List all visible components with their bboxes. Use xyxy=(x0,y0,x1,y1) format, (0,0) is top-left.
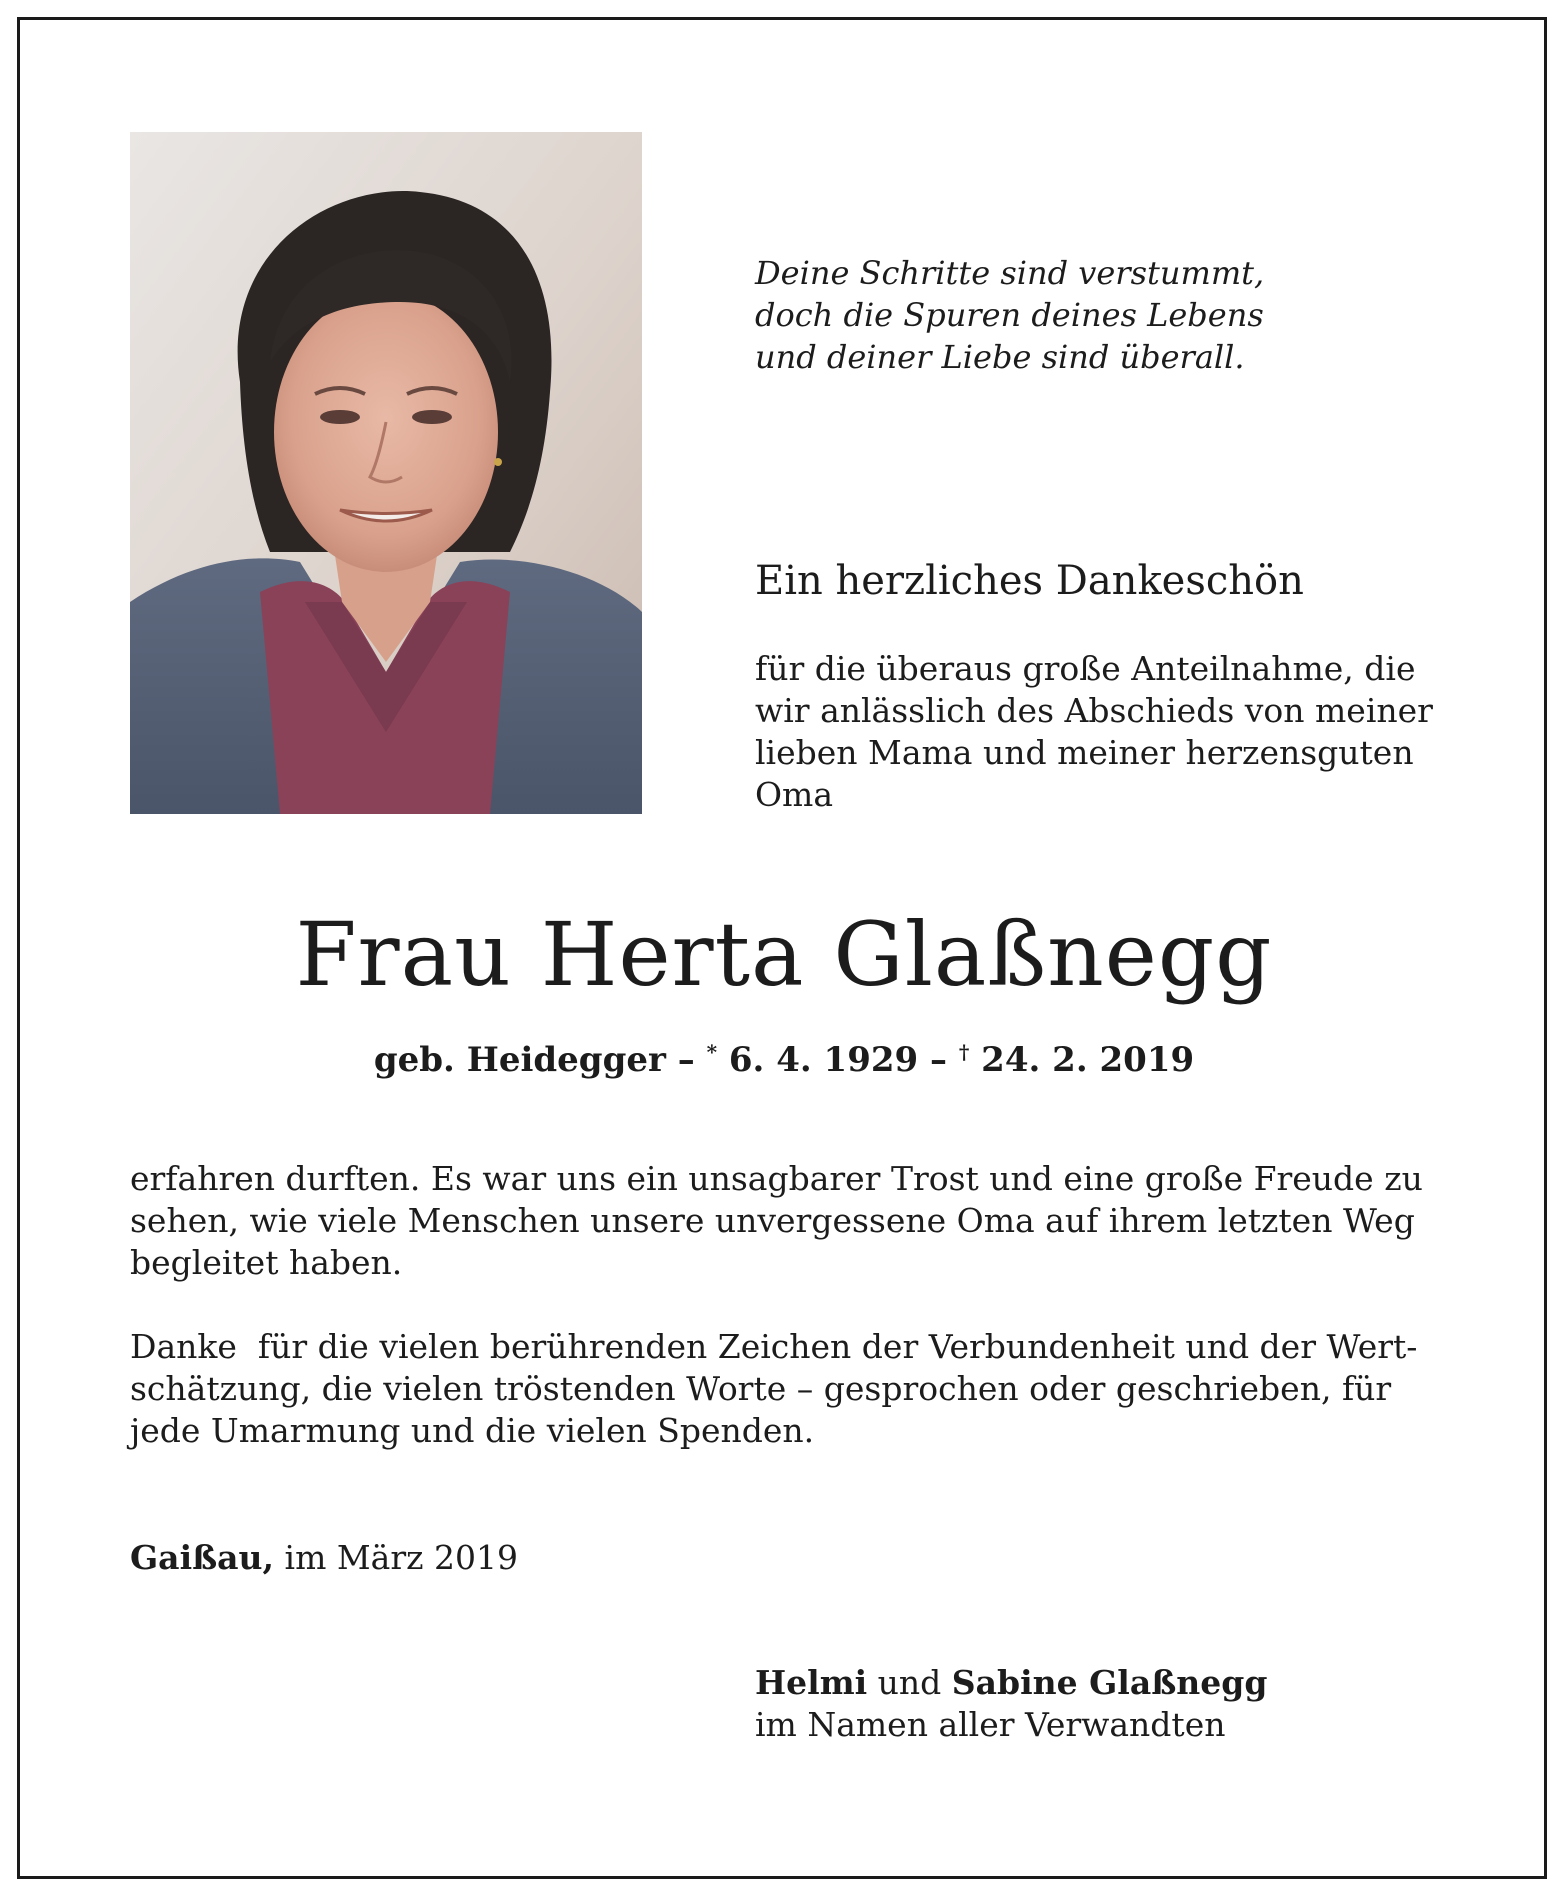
signer-2: Sabine Glaßnegg xyxy=(951,1663,1268,1702)
paragraph-line: erfahren durften. Es war uns ein unsagbarer Trost und eine große Freude zu xyxy=(130,1159,1423,1198)
thanks-line: wir anlässlich des Abschieds von meiner xyxy=(755,691,1433,730)
birth-date: 6. 4. 1929 xyxy=(717,1040,919,1080)
body-paragraph-2 xyxy=(130,1326,1450,1452)
memorial-quote xyxy=(755,252,1455,378)
signature-block xyxy=(755,1662,1267,1746)
portrait-photo xyxy=(130,132,642,814)
quote-line: Deine Schritte sind verstummt, xyxy=(755,254,1265,292)
date: im März 2019 xyxy=(274,1538,518,1577)
body-paragraph-1 xyxy=(130,1158,1450,1284)
paragraph-line: begleitet haben. xyxy=(130,1243,403,1282)
paragraph-line: jede Umarmung und die vielen Spenden. xyxy=(130,1411,815,1450)
quote-line: und deiner Liebe sind überall. xyxy=(755,338,1245,376)
place-date xyxy=(130,1537,518,1579)
deceased-name: Frau Herta Glaßnegg xyxy=(295,903,1273,1006)
thanks-line: Oma xyxy=(755,775,834,814)
birth-symbol: * xyxy=(706,1040,718,1064)
date-separator: – xyxy=(665,1040,707,1080)
thanks-heading: Ein herzliches Dankeschön xyxy=(755,558,1304,604)
life-dates xyxy=(0,1030,1568,1082)
paragraph-line: sehen, wie viele Menschen unsere unvergessene Oma auf ihrem letzten Weg xyxy=(130,1201,1415,1240)
thanks-line: lieben Mama und meiner herzensguten xyxy=(755,733,1414,772)
thanks-line: für die überaus große Anteilnahme, die xyxy=(755,649,1416,688)
paragraph-line: schätzung, die vielen tröstenden Worte – gesprochen oder geschrieben, für xyxy=(130,1369,1392,1408)
signature-names xyxy=(755,1662,1267,1704)
signer-connector: und xyxy=(867,1663,952,1702)
birth-name: geb. Heidegger xyxy=(373,1040,666,1080)
quote-line: doch die Spuren deines Lebens xyxy=(755,296,1264,334)
death-symbol: † xyxy=(958,1040,970,1064)
thanks-text xyxy=(755,648,1475,816)
signer-1: Helmi xyxy=(755,1663,868,1702)
death-date: 24. 2. 2019 xyxy=(969,1040,1195,1080)
place: Gaißau, xyxy=(130,1538,275,1577)
signature-note: im Namen aller Verwandten xyxy=(755,1705,1226,1744)
paragraph-line: Danke für die vielen berührenden Zeichen der Verbundenheit und der Wert- xyxy=(130,1327,1418,1366)
date-separator: – xyxy=(918,1040,959,1080)
